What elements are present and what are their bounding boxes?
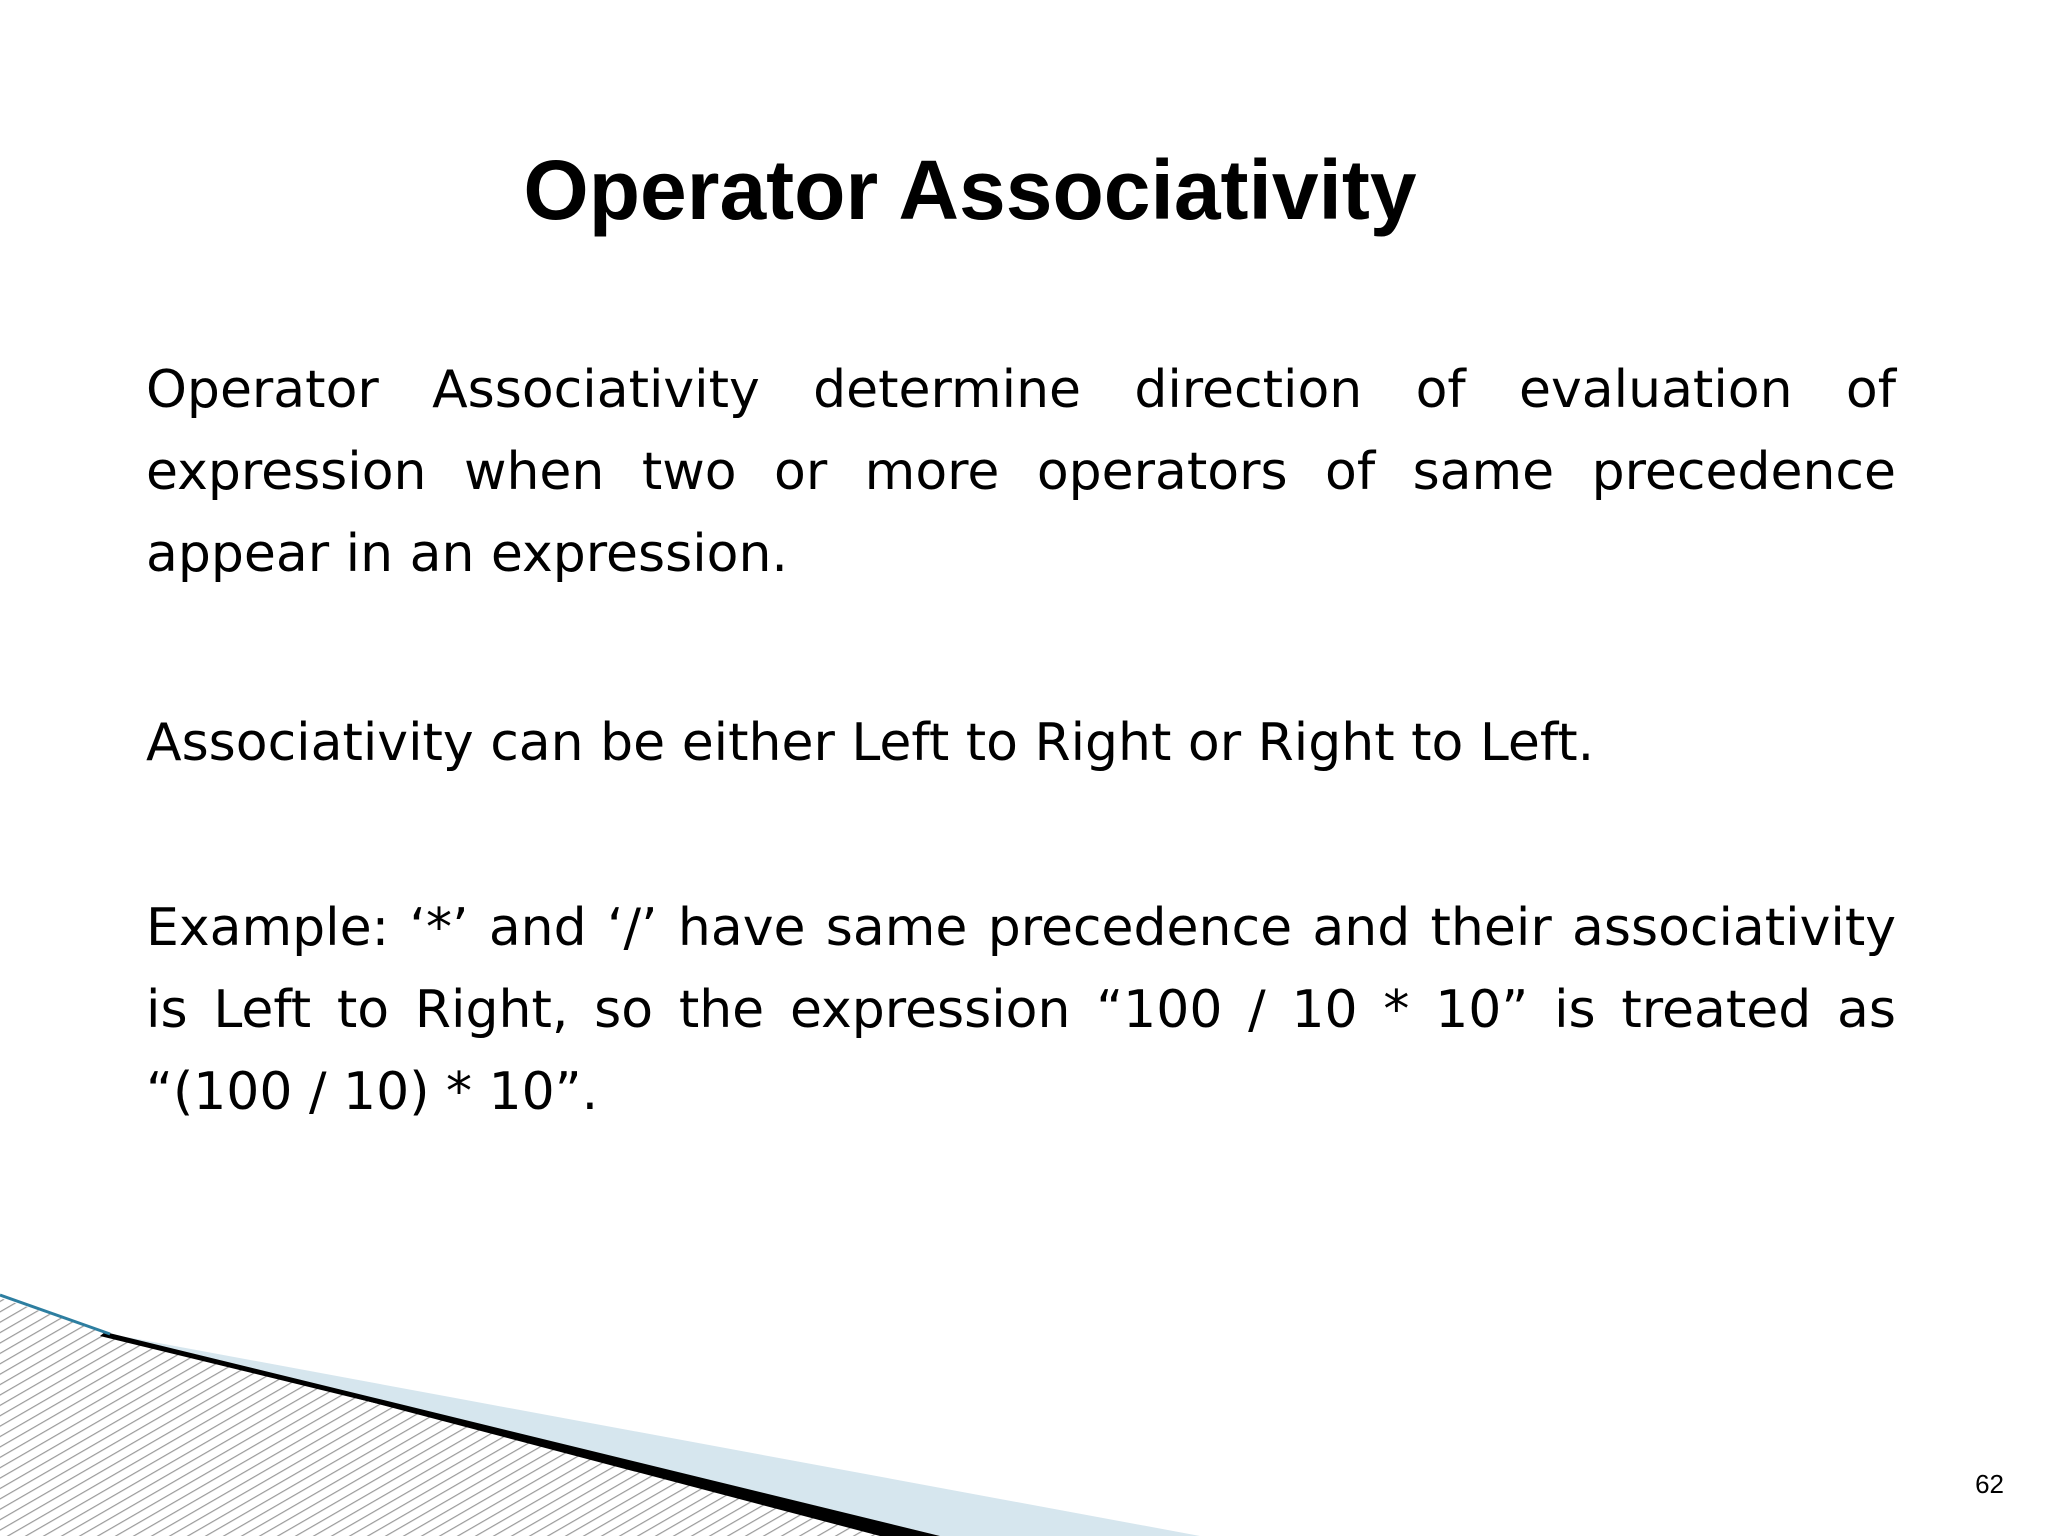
paragraph-definition: Operator Associativity determine direction of evaluation of expression when two or more operators of same precedence appear in an expression. <box>146 360 1896 584</box>
paragraph-example: Example: ‘*’ and ‘/’ have same precedence and their associativity is Left to Right, so the expression “100 / 10 * 10” is treated as “(100 / 10) * 10”. <box>146 898 1896 1122</box>
footer-swoosh-graphic <box>0 1280 2048 1536</box>
page-number: 62 <box>1975 1469 2004 1499</box>
slide-title: Operator Associativity <box>523 143 1417 237</box>
paragraph-directions: Associativity can be either Left to Right or Right to Left. <box>146 713 1595 773</box>
